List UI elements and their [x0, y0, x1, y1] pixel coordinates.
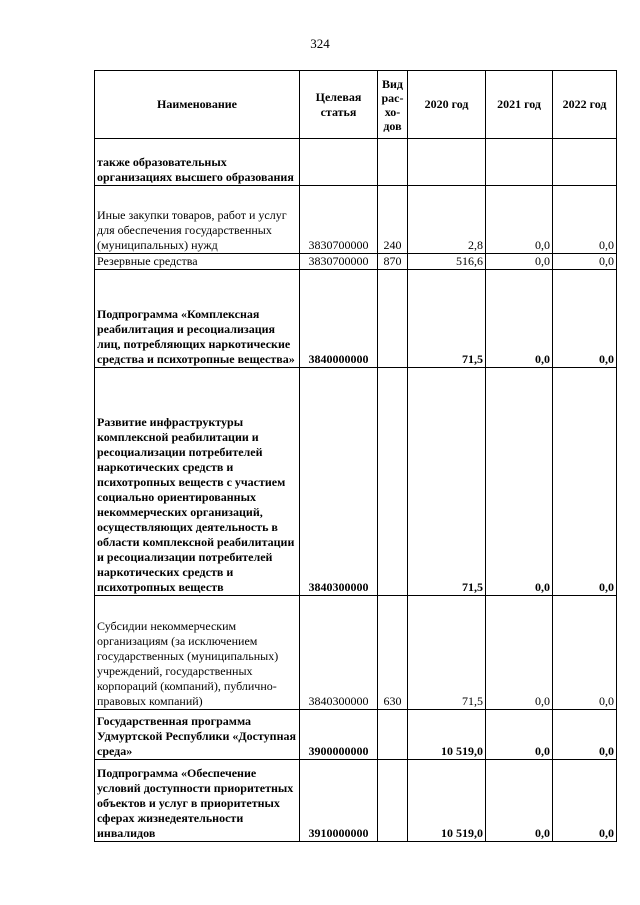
- header-name: Наименование: [95, 71, 300, 139]
- row-name: Резервные средства: [95, 254, 300, 270]
- row-2021: 0,0: [486, 270, 553, 368]
- table-row: [95, 368, 617, 596]
- row-name: Государственная программа Удмуртской Республики «Доступная среда»: [95, 710, 300, 760]
- row-2022: 0,0: [553, 186, 617, 254]
- row-2020: 10 519,0: [408, 710, 486, 760]
- table-row: [95, 270, 617, 368]
- row-name: Субсидии некоммерческим организациям (за исключением государственных (муниципальных) учреждений, государственных корпораций (компаний), публично-правовых компаний): [95, 596, 300, 710]
- table-header-row: [95, 71, 617, 139]
- header-target: Целевая статья: [300, 71, 378, 139]
- row-code: 3910000000: [300, 760, 378, 842]
- row-vid: [378, 270, 408, 368]
- row-2021: 0,0: [486, 596, 553, 710]
- row-vid: [378, 760, 408, 842]
- row-code: 3840300000: [300, 368, 378, 596]
- row-2022: 0,0: [553, 368, 617, 596]
- header-vid: Вид рас-хо-дов: [378, 71, 408, 139]
- row-2022: 0,0: [553, 596, 617, 710]
- row-vid: [378, 710, 408, 760]
- row-vid: 630: [378, 596, 408, 710]
- budget-table: [94, 70, 617, 842]
- row-2020: 71,5: [408, 270, 486, 368]
- row-name: Подпрограмма «Обеспечение условий доступности приоритетных объектов и услуг в приоритетных сферах жизнедеятельности инвалидов: [95, 760, 300, 842]
- table-row: [95, 186, 617, 254]
- table-row: [95, 596, 617, 710]
- row-2020: 71,5: [408, 596, 486, 710]
- row-code: 3900000000: [300, 710, 378, 760]
- row-name: Иные закупки товаров, работ и услуг для обеспечения государственных (муниципальных) нужд: [95, 186, 300, 254]
- row-2020: 516,6: [408, 254, 486, 270]
- row-vid: 870: [378, 254, 408, 270]
- row-2022: 0,0: [553, 254, 617, 270]
- row-2022: 0,0: [553, 270, 617, 368]
- row-name: Подпрограмма «Комплексная реабилитация и ресоциализация лиц, потребляющих наркотические средства и психотропные вещества»: [95, 270, 300, 368]
- row-2021: 0,0: [486, 368, 553, 596]
- row-code: 3830700000: [300, 186, 378, 254]
- row-vid: 240: [378, 186, 408, 254]
- row-2022: 0,0: [553, 760, 617, 842]
- row-2022: 0,0: [553, 710, 617, 760]
- table-row: [95, 254, 617, 270]
- row-code: 3840300000: [300, 596, 378, 710]
- row-2021: [486, 139, 553, 186]
- row-2020: 2,8: [408, 186, 486, 254]
- row-2020: 10 519,0: [408, 760, 486, 842]
- header-2021: 2021 год: [486, 71, 553, 139]
- row-2020: [408, 139, 486, 186]
- row-code: 3840000000: [300, 270, 378, 368]
- row-vid: [378, 139, 408, 186]
- table-row: [95, 760, 617, 842]
- header-2020: 2020 год: [408, 71, 486, 139]
- row-2022: [553, 139, 617, 186]
- row-code: 3830700000: [300, 254, 378, 270]
- row-2021: 0,0: [486, 710, 553, 760]
- row-2021: 0,0: [486, 186, 553, 254]
- header-2022: 2022 год: [553, 71, 617, 139]
- row-name: Развитие инфраструктуры комплексной реабилитации и ресоциализации потребителей наркотических средств и психотропных веществ с участием социально ориентированных некоммерческих организаций, осуществляющих деятельность в области комплексной реабилитации и ресоциализации потребителей наркотических средств и психотропных веществ: [95, 368, 300, 596]
- row-code: [300, 139, 378, 186]
- table-row: [95, 139, 617, 186]
- row-2021: 0,0: [486, 254, 553, 270]
- table-row: [95, 710, 617, 760]
- row-name: также образовательных организациях высшего образования: [95, 139, 300, 186]
- row-2020: 71,5: [408, 368, 486, 596]
- row-vid: [378, 368, 408, 596]
- row-2021: 0,0: [486, 760, 553, 842]
- page-number: 324: [310, 36, 330, 51]
